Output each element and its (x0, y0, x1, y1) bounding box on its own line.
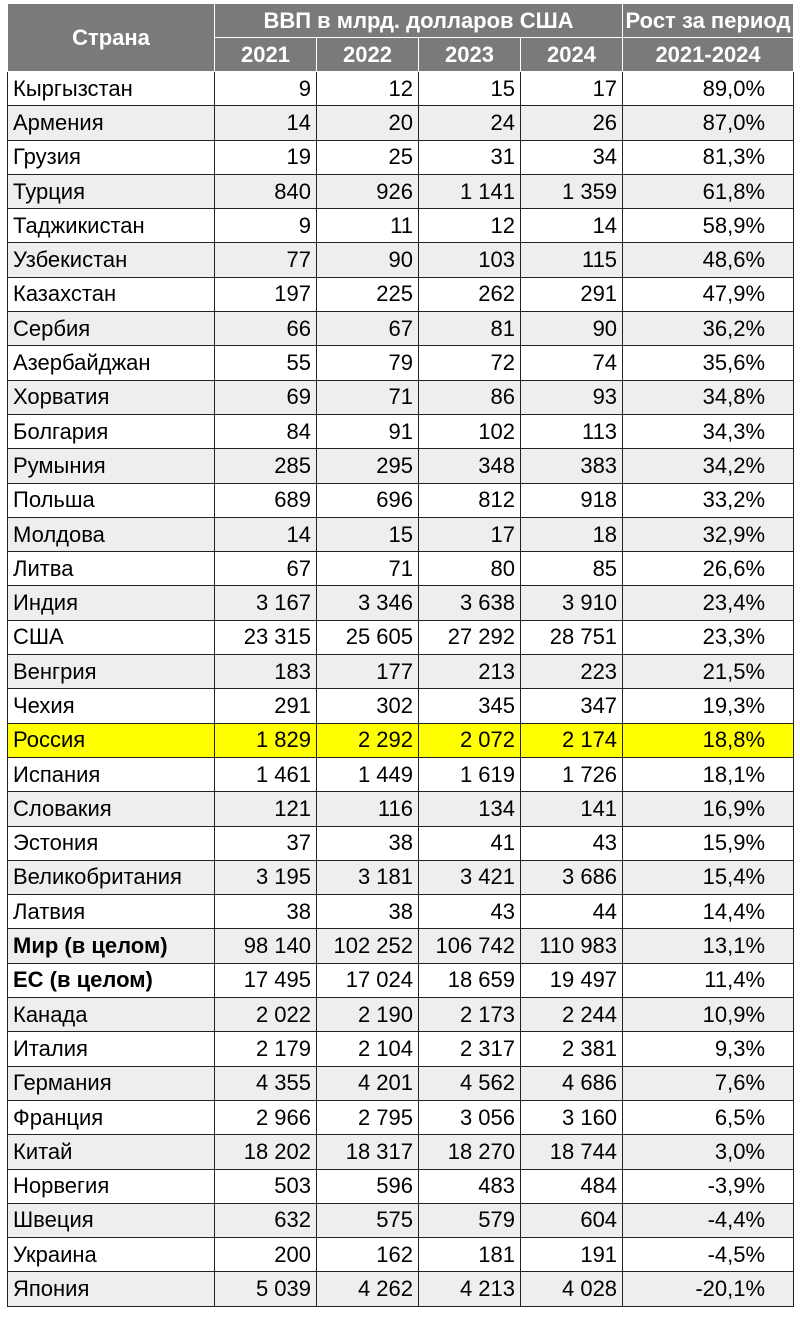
gdp-2021-cell: 3 167 (215, 586, 317, 620)
gdp-2022-cell: 295 (317, 449, 419, 483)
year-header-2024: 2024 (521, 38, 623, 72)
gdp-2022-cell: 302 (317, 689, 419, 723)
growth-cell: 26,6% (623, 552, 794, 586)
gdp-2021-cell: 840 (215, 174, 317, 208)
country-cell: Армения (8, 106, 215, 140)
gdp-2023-cell: 106 742 (419, 929, 521, 963)
gdp-2023-cell: 2 072 (419, 723, 521, 757)
country-cell: Грузия (8, 140, 215, 174)
growth-cell: 36,2% (623, 312, 794, 346)
gdp-2021-cell: 689 (215, 483, 317, 517)
table-row (8, 483, 794, 517)
table-row (8, 517, 794, 551)
gdp-2021-cell: 18 202 (215, 1135, 317, 1169)
gdp-2024-cell: 34 (521, 140, 623, 174)
country-cell: Латвия (8, 895, 215, 929)
table-row (8, 1100, 794, 1134)
growth-cell: 23,4% (623, 586, 794, 620)
growth-cell: 61,8% (623, 174, 794, 208)
country-cell: Россия (8, 723, 215, 757)
gdp-2021-cell: 503 (215, 1169, 317, 1203)
gdp-2022-cell: 38 (317, 895, 419, 929)
growth-cell: -3,9% (623, 1169, 794, 1203)
gdp-2024-cell: 604 (521, 1203, 623, 1237)
gdp-2024-cell: 93 (521, 380, 623, 414)
growth-cell: 87,0% (623, 106, 794, 140)
gdp-2023-cell: 15 (419, 72, 521, 106)
gdp-2023-cell: 31 (419, 140, 521, 174)
gdp-2021-cell: 285 (215, 449, 317, 483)
gdp-2022-cell: 25 (317, 140, 419, 174)
gdp-2024-cell: 3 160 (521, 1100, 623, 1134)
country-cell: Болгария (8, 414, 215, 448)
gdp-2021-cell: 9 (215, 72, 317, 106)
gdp-2024-cell: 223 (521, 655, 623, 689)
gdp-2023-cell: 4 562 (419, 1066, 521, 1100)
table-row (8, 449, 794, 483)
gdp-2023-cell: 102 (419, 414, 521, 448)
gdp-2023-cell: 27 292 (419, 620, 521, 654)
gdp-2022-cell: 71 (317, 380, 419, 414)
gdp-2022-cell: 596 (317, 1169, 419, 1203)
gdp-2024-cell: 1 726 (521, 757, 623, 791)
gdp-2021-cell: 632 (215, 1203, 317, 1237)
growth-cell: 9,3% (623, 1032, 794, 1066)
gdp-2023-cell: 483 (419, 1169, 521, 1203)
country-cell: Кыргызстан (8, 72, 215, 106)
gdp-2021-cell: 121 (215, 792, 317, 826)
gdp-2021-cell: 183 (215, 655, 317, 689)
growth-cell: 58,9% (623, 209, 794, 243)
table-row (8, 998, 794, 1032)
country-cell: Индия (8, 586, 215, 620)
table-row (8, 552, 794, 586)
gdp-2023-cell: 2 317 (419, 1032, 521, 1066)
table-row (8, 655, 794, 689)
gdp-2024-cell: 74 (521, 346, 623, 380)
table-row (8, 209, 794, 243)
gdp-2024-cell: 141 (521, 792, 623, 826)
gdp-2023-cell: 348 (419, 449, 521, 483)
growth-cell: 15,9% (623, 826, 794, 860)
gdp-2023-cell: 579 (419, 1203, 521, 1237)
gdp-2021-cell: 2 966 (215, 1100, 317, 1134)
gdp-2023-cell: 3 421 (419, 860, 521, 894)
gdp-2023-cell: 41 (419, 826, 521, 860)
growth-cell: 11,4% (623, 963, 794, 997)
country-cell: Турция (8, 174, 215, 208)
growth-cell: -4,5% (623, 1238, 794, 1272)
gdp-2021-cell: 17 495 (215, 963, 317, 997)
gdp-2024-cell: 90 (521, 312, 623, 346)
gdp-2021-cell: 2 022 (215, 998, 317, 1032)
gdp-2021-cell: 5 039 (215, 1272, 317, 1306)
country-cell: Румыния (8, 449, 215, 483)
gdp-2024-cell: 18 (521, 517, 623, 551)
growth-cell: 15,4% (623, 860, 794, 894)
gdp-2024-cell: 43 (521, 826, 623, 860)
table-row (8, 963, 794, 997)
gdp-2021-cell: 1 829 (215, 723, 317, 757)
gdp-2023-cell: 812 (419, 483, 521, 517)
table-row (8, 620, 794, 654)
gdp-2024-cell: 17 (521, 72, 623, 106)
gdp-2023-cell: 18 659 (419, 963, 521, 997)
country-cell: Молдова (8, 517, 215, 551)
gdp-2023-cell: 181 (419, 1238, 521, 1272)
gdp-2024-cell: 2 244 (521, 998, 623, 1032)
growth-cell: 18,8% (623, 723, 794, 757)
growth-cell: 7,6% (623, 1066, 794, 1100)
table-row (8, 792, 794, 826)
growth-cell: 21,5% (623, 655, 794, 689)
gdp-2024-cell: 2 174 (521, 723, 623, 757)
country-cell: Узбекистан (8, 243, 215, 277)
gdp-2024-cell: 14 (521, 209, 623, 243)
country-column-header: Страна (8, 4, 215, 72)
gdp-2023-cell: 213 (419, 655, 521, 689)
country-cell: Китай (8, 1135, 215, 1169)
gdp-2022-cell: 71 (317, 552, 419, 586)
gdp-2023-cell: 24 (419, 106, 521, 140)
growth-cell: 35,6% (623, 346, 794, 380)
gdp-2022-cell: 116 (317, 792, 419, 826)
gdp-2022-cell: 2 292 (317, 723, 419, 757)
gdp-2024-cell: 85 (521, 552, 623, 586)
gdp-2023-cell: 12 (419, 209, 521, 243)
gdp-2022-cell: 102 252 (317, 929, 419, 963)
gdp-2021-cell: 23 315 (215, 620, 317, 654)
gdp-2021-cell: 1 461 (215, 757, 317, 791)
gdp-2022-cell: 2 190 (317, 998, 419, 1032)
country-cell: Польша (8, 483, 215, 517)
country-cell: Италия (8, 1032, 215, 1066)
gdp-2021-cell: 4 355 (215, 1066, 317, 1100)
gdp-2022-cell: 25 605 (317, 620, 419, 654)
gdp-2022-cell: 225 (317, 277, 419, 311)
country-cell: Литва (8, 552, 215, 586)
country-cell: Казахстан (8, 277, 215, 311)
country-cell: Германия (8, 1066, 215, 1100)
gdp-2024-cell: 110 983 (521, 929, 623, 963)
growth-cell: 3,0% (623, 1135, 794, 1169)
gdp-2023-cell: 17 (419, 517, 521, 551)
gdp-2024-cell: 383 (521, 449, 623, 483)
gdp-2023-cell: 43 (419, 895, 521, 929)
growth-cell: 19,3% (623, 689, 794, 723)
growth-cell: -20,1% (623, 1272, 794, 1306)
gdp-2024-cell: 191 (521, 1238, 623, 1272)
country-cell: Япония (8, 1272, 215, 1306)
gdp-2022-cell: 4 201 (317, 1066, 419, 1100)
gdp-2022-cell: 11 (317, 209, 419, 243)
gdp-2022-cell: 90 (317, 243, 419, 277)
gdp-2022-cell: 177 (317, 655, 419, 689)
gdp-2022-cell: 12 (317, 72, 419, 106)
gdp-2023-cell: 3 056 (419, 1100, 521, 1134)
gdp-2021-cell: 69 (215, 380, 317, 414)
growth-cell: 23,3% (623, 620, 794, 654)
growth-cell: 81,3% (623, 140, 794, 174)
gdp-2022-cell: 2 104 (317, 1032, 419, 1066)
gdp-2021-cell: 14 (215, 517, 317, 551)
gdp-2021-cell: 291 (215, 689, 317, 723)
year-header-2021: 2021 (215, 38, 317, 72)
country-cell: Франция (8, 1100, 215, 1134)
gdp-2022-cell: 4 262 (317, 1272, 419, 1306)
country-cell: ЕС (в целом) (8, 963, 215, 997)
gdp-2023-cell: 134 (419, 792, 521, 826)
growth-cell: 18,1% (623, 757, 794, 791)
growth-cell: 13,1% (623, 929, 794, 963)
gdp-2023-cell: 262 (419, 277, 521, 311)
table-row (8, 1238, 794, 1272)
gdp-2021-cell: 55 (215, 346, 317, 380)
gdp-2024-cell: 115 (521, 243, 623, 277)
gdp-2022-cell: 696 (317, 483, 419, 517)
gdp-2021-cell: 37 (215, 826, 317, 860)
gdp-2024-cell: 484 (521, 1169, 623, 1203)
country-cell: Таджикистан (8, 209, 215, 243)
growth-cell: 32,9% (623, 517, 794, 551)
gdp-2021-cell: 200 (215, 1238, 317, 1272)
table-row (8, 1272, 794, 1306)
gdp-2023-cell: 80 (419, 552, 521, 586)
table-row (8, 174, 794, 208)
country-cell: Мир (в целом) (8, 929, 215, 963)
growth-cell: 89,0% (623, 72, 794, 106)
gdp-2022-cell: 20 (317, 106, 419, 140)
country-cell: Венгрия (8, 655, 215, 689)
gdp-2022-cell: 17 024 (317, 963, 419, 997)
gdp-2023-cell: 1 141 (419, 174, 521, 208)
gdp-2021-cell: 9 (215, 209, 317, 243)
table-row (8, 929, 794, 963)
growth-header-line1: Рост за период (623, 4, 794, 38)
gdp-2021-cell: 66 (215, 312, 317, 346)
gdp-2024-cell: 28 751 (521, 620, 623, 654)
gdp-2024-cell: 3 910 (521, 586, 623, 620)
gdp-2024-cell: 3 686 (521, 860, 623, 894)
gdp-2024-cell: 1 359 (521, 174, 623, 208)
gdp-2023-cell: 81 (419, 312, 521, 346)
table-row (8, 826, 794, 860)
gdp-2024-cell: 291 (521, 277, 623, 311)
table-row (8, 689, 794, 723)
table-row (8, 346, 794, 380)
country-cell: Швеция (8, 1203, 215, 1237)
gdp-2024-cell: 26 (521, 106, 623, 140)
gdp-2024-cell: 2 381 (521, 1032, 623, 1066)
gdp-2021-cell: 38 (215, 895, 317, 929)
gdp-2023-cell: 1 619 (419, 757, 521, 791)
gdp-2024-cell: 4 686 (521, 1066, 623, 1100)
country-cell: Словакия (8, 792, 215, 826)
gdp-2022-cell: 91 (317, 414, 419, 448)
country-cell: Украина (8, 1238, 215, 1272)
country-cell: Испания (8, 757, 215, 791)
gdp-2024-cell: 347 (521, 689, 623, 723)
country-cell: Норвегия (8, 1169, 215, 1203)
table-row (8, 72, 794, 106)
year-header-2022: 2022 (317, 38, 419, 72)
gdp-2021-cell: 67 (215, 552, 317, 586)
gdp-2022-cell: 67 (317, 312, 419, 346)
table-row (8, 860, 794, 894)
gdp-2021-cell: 77 (215, 243, 317, 277)
gdp-2021-cell: 19 (215, 140, 317, 174)
gdp-2023-cell: 345 (419, 689, 521, 723)
table-row (8, 106, 794, 140)
gdp-2021-cell: 2 179 (215, 1032, 317, 1066)
gdp-2024-cell: 44 (521, 895, 623, 929)
gdp-2022-cell: 15 (317, 517, 419, 551)
gdp-2023-cell: 3 638 (419, 586, 521, 620)
growth-cell: 34,2% (623, 449, 794, 483)
gdp-2022-cell: 3 346 (317, 586, 419, 620)
gdp-2024-cell: 113 (521, 414, 623, 448)
table-row (8, 1135, 794, 1169)
gdp-2022-cell: 2 795 (317, 1100, 419, 1134)
gdp-2023-cell: 4 213 (419, 1272, 521, 1306)
gdp-2022-cell: 575 (317, 1203, 419, 1237)
growth-cell: 34,8% (623, 380, 794, 414)
table-row (8, 414, 794, 448)
gdp-2023-cell: 18 270 (419, 1135, 521, 1169)
growth-cell: 14,4% (623, 895, 794, 929)
gdp-2023-cell: 72 (419, 346, 521, 380)
growth-cell: 48,6% (623, 243, 794, 277)
gdp-2022-cell: 79 (317, 346, 419, 380)
growth-cell: 16,9% (623, 792, 794, 826)
country-cell: Хорватия (8, 380, 215, 414)
growth-cell: -4,4% (623, 1203, 794, 1237)
year-header-2023: 2023 (419, 38, 521, 72)
growth-header-line2: 2021-2024 (623, 38, 794, 72)
country-cell: США (8, 620, 215, 654)
growth-cell: 33,2% (623, 483, 794, 517)
gdp-2021-cell: 84 (215, 414, 317, 448)
gdp-2021-cell: 14 (215, 106, 317, 140)
gdp-2023-cell: 103 (419, 243, 521, 277)
gdp-2022-cell: 1 449 (317, 757, 419, 791)
table-row (8, 723, 794, 757)
table-row (8, 1169, 794, 1203)
country-cell: Великобритания (8, 860, 215, 894)
table-row (8, 1203, 794, 1237)
gdp-2024-cell: 18 744 (521, 1135, 623, 1169)
table-row (8, 1066, 794, 1100)
table-row (8, 277, 794, 311)
country-cell: Сербия (8, 312, 215, 346)
growth-cell: 47,9% (623, 277, 794, 311)
gdp-table-container (7, 3, 793, 1307)
growth-cell: 10,9% (623, 998, 794, 1032)
country-cell: Азербайджан (8, 346, 215, 380)
gdp-2022-cell: 3 181 (317, 860, 419, 894)
gdp-2021-cell: 3 195 (215, 860, 317, 894)
table-row (8, 243, 794, 277)
gdp-table (7, 3, 794, 1307)
gdp-2022-cell: 38 (317, 826, 419, 860)
table-row (8, 895, 794, 929)
gdp-2024-cell: 918 (521, 483, 623, 517)
growth-cell: 34,3% (623, 414, 794, 448)
gdp-2022-cell: 162 (317, 1238, 419, 1272)
gdp-2023-cell: 86 (419, 380, 521, 414)
gdp-2023-cell: 2 173 (419, 998, 521, 1032)
gdp-2021-cell: 98 140 (215, 929, 317, 963)
gdp-2024-cell: 4 028 (521, 1272, 623, 1306)
gdp-2021-cell: 197 (215, 277, 317, 311)
table-row (8, 1032, 794, 1066)
table-row (8, 380, 794, 414)
gdp-2022-cell: 926 (317, 174, 419, 208)
table-body (8, 72, 794, 1307)
gdp-group-header: ВВП в млрд. долларов США (215, 4, 623, 38)
country-cell: Чехия (8, 689, 215, 723)
table-row (8, 586, 794, 620)
table-row (8, 312, 794, 346)
table-header (8, 4, 794, 72)
gdp-2024-cell: 19 497 (521, 963, 623, 997)
country-cell: Эстония (8, 826, 215, 860)
country-cell: Канада (8, 998, 215, 1032)
growth-cell: 6,5% (623, 1100, 794, 1134)
table-row (8, 140, 794, 174)
gdp-2022-cell: 18 317 (317, 1135, 419, 1169)
table-row (8, 757, 794, 791)
